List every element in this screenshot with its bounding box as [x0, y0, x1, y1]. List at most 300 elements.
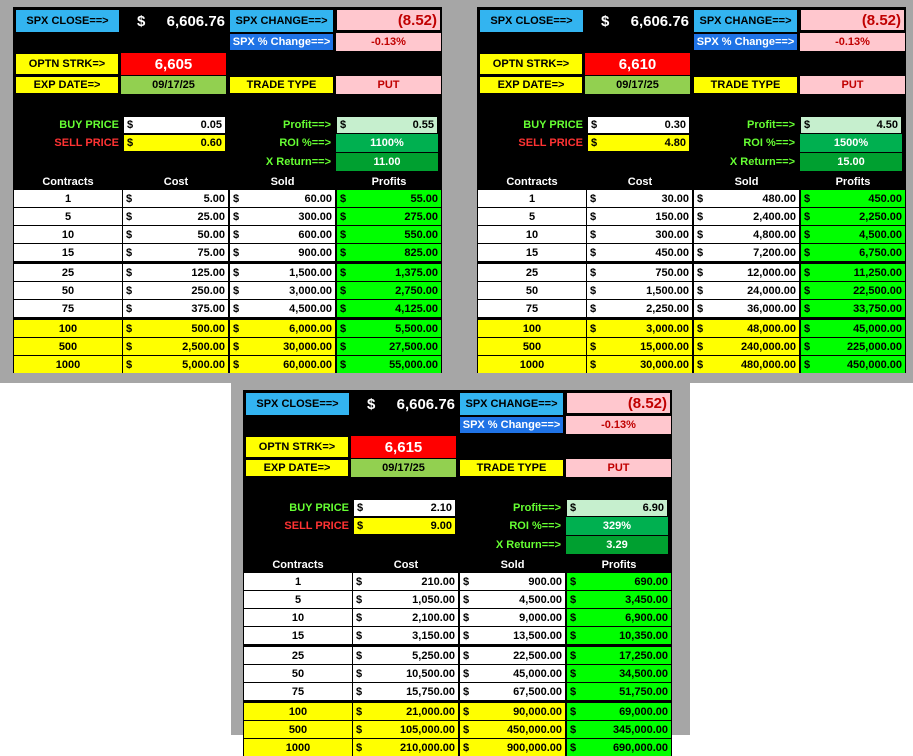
spx-change-value: (8.52) — [336, 9, 441, 31]
row-contracts: 10 — [244, 609, 352, 626]
col-header-cost: Cost — [393, 559, 419, 571]
dollar-sign: $ — [591, 119, 598, 131]
dollar-sign: $ — [804, 192, 811, 205]
dollar-sign: $ — [804, 322, 811, 335]
row-profit — [801, 300, 905, 317]
dollar-sign: $ — [137, 12, 146, 30]
row-cost — [353, 739, 458, 756]
dollar-sign: $ — [590, 340, 597, 353]
row-sold — [230, 190, 335, 207]
sell-price[interactable] — [353, 517, 456, 535]
dollar-sign: $ — [463, 685, 470, 698]
row-cost — [123, 338, 228, 355]
row-cost-value: 5,250.00 — [412, 649, 455, 662]
dollar-sign: $ — [570, 667, 577, 680]
row-contracts: 5 — [478, 208, 586, 225]
row-profit — [567, 573, 671, 590]
x-return-value: 3.29 — [566, 536, 668, 554]
row-cost-value: 5.00 — [203, 192, 225, 205]
row-cost — [353, 627, 458, 644]
spx-pct-change-value: -0.13% — [336, 33, 441, 51]
row-sold — [694, 190, 799, 207]
row-contracts: 1 — [244, 573, 352, 590]
row-profit — [337, 190, 441, 207]
sell-price-label: SELL PRICE — [54, 137, 119, 149]
strike-value[interactable]: 6,615 — [351, 436, 456, 458]
trade-type-value[interactable]: PUT — [566, 459, 671, 477]
row-contracts: 1 — [478, 190, 586, 207]
row-profit-value: 2,750.00 — [395, 284, 438, 297]
sell-price-value: 0.60 — [200, 137, 222, 149]
dollar-sign: $ — [233, 284, 240, 297]
row-cost-value: 105,000.00 — [399, 723, 455, 736]
row-profit — [567, 665, 671, 682]
dollar-sign: $ — [356, 649, 363, 662]
row-profit-value: 55.00 — [410, 192, 438, 205]
buy-price-label: BUY PRICE — [59, 119, 119, 131]
x-return-label: X Return==> — [265, 156, 331, 168]
row-sold — [230, 320, 335, 337]
buy-price-value: 0.30 — [664, 119, 686, 131]
row-contracts: 25 — [244, 647, 352, 664]
roi-label: ROI %==> — [279, 137, 331, 149]
dollar-sign: $ — [340, 266, 347, 279]
col-header-cost: Cost — [627, 176, 653, 188]
x-return-value: 15.00 — [800, 153, 902, 171]
col-header-sold: Sold — [734, 176, 759, 188]
dollar-sign: $ — [126, 302, 133, 315]
row-contracts: 10 — [478, 226, 586, 243]
row-profit — [567, 591, 671, 608]
trade-type-label: TRADE TYPE — [693, 76, 798, 94]
spx-close-label: SPX CLOSE==> — [245, 392, 350, 416]
exp-date-label: EXP DATE=> — [15, 76, 119, 94]
dollar-sign: $ — [126, 340, 133, 353]
row-profit — [567, 739, 671, 756]
row-profit — [567, 647, 671, 664]
profit-label: Profit==> — [513, 502, 561, 514]
row-profit-value: 450.00 — [868, 192, 902, 205]
optn-strk-label: OPTN STRK=> — [15, 53, 119, 75]
dollar-sign: $ — [340, 340, 347, 353]
row-sold — [460, 627, 565, 644]
row-profit-value: 225,000.00 — [846, 340, 902, 353]
dollar-sign: $ — [804, 358, 811, 371]
dollar-sign: $ — [570, 629, 577, 642]
row-profit — [337, 208, 441, 225]
row-sold-value: 2,400.00 — [753, 210, 796, 223]
row-contracts: 10 — [14, 226, 122, 243]
row-sold — [230, 226, 335, 243]
row-contracts: 50 — [244, 665, 352, 682]
row-profit-value: 4,500.00 — [859, 228, 902, 241]
dollar-sign: $ — [590, 210, 597, 223]
dollar-sign: $ — [356, 593, 363, 606]
row-cost-value: 10,500.00 — [406, 667, 455, 680]
spx-change-label: SPX CHANGE==> — [229, 9, 334, 33]
dollar-sign: $ — [590, 266, 597, 279]
row-profit — [337, 356, 441, 373]
spx-close-value: 6,606.76 — [630, 12, 689, 30]
dollar-sign: $ — [697, 284, 704, 297]
row-sold — [460, 609, 565, 626]
row-sold — [460, 573, 565, 590]
row-sold-value: 48,000.00 — [747, 322, 796, 335]
dollar-sign: $ — [126, 192, 133, 205]
row-sold-value: 30,000.00 — [283, 340, 332, 353]
row-sold — [694, 226, 799, 243]
x-return-value: 11.00 — [336, 153, 438, 171]
row-sold-value: 4,800.00 — [753, 228, 796, 241]
trade-type-value[interactable]: PUT — [336, 76, 441, 94]
sell-price-label: SELL PRICE — [284, 520, 349, 532]
row-sold — [230, 208, 335, 225]
row-sold — [460, 703, 565, 720]
row-sold-value: 240,000.00 — [740, 340, 796, 353]
row-cost-value: 50.00 — [197, 228, 225, 241]
dollar-sign: $ — [570, 575, 577, 588]
row-contracts: 75 — [244, 683, 352, 700]
row-sold-value: 7,200.00 — [753, 246, 796, 259]
row-cost — [353, 573, 458, 590]
col-header-profits: Profits — [371, 176, 407, 188]
row-sold-value: 900,000.00 — [506, 741, 562, 754]
row-cost — [587, 226, 692, 243]
row-sold — [460, 665, 565, 682]
dollar-sign: $ — [697, 246, 704, 259]
dollar-sign: $ — [356, 723, 363, 736]
row-sold — [460, 647, 565, 664]
col-header-contracts: Contracts — [506, 176, 558, 188]
row-sold-value: 4,500.00 — [289, 302, 332, 315]
dollar-sign: $ — [356, 667, 363, 680]
profit — [566, 499, 668, 517]
row-cost-value: 15,000.00 — [640, 340, 689, 353]
col-header-sold: Sold — [270, 176, 295, 188]
dollar-sign: $ — [570, 685, 577, 698]
spx-pct-change-label: SPX % Change==> — [693, 33, 798, 51]
roi-value: 1500% — [800, 134, 902, 152]
dollar-sign: $ — [590, 302, 597, 315]
dollar-sign: $ — [697, 228, 704, 241]
dollar-sign: $ — [340, 246, 347, 259]
row-profit — [801, 338, 905, 355]
row-contracts: 75 — [478, 300, 586, 317]
dollar-sign: $ — [340, 302, 347, 315]
spx-pct-change-label: SPX % Change==> — [459, 416, 564, 434]
dollar-sign: $ — [356, 685, 363, 698]
spx-close-label: SPX CLOSE==> — [479, 9, 584, 33]
row-cost-value: 3,150.00 — [412, 629, 455, 642]
dollar-sign: $ — [590, 246, 597, 259]
row-contracts: 1 — [14, 190, 122, 207]
dollar-sign: $ — [570, 741, 577, 754]
row-sold-value: 1,500.00 — [289, 266, 332, 279]
dollar-sign: $ — [570, 502, 577, 514]
dollar-sign: $ — [570, 723, 577, 736]
row-sold-value: 45,000.00 — [513, 667, 562, 680]
optn-strk-label: OPTN STRK=> — [245, 436, 349, 458]
row-profit-value: 33,750.00 — [853, 302, 902, 315]
spx-change-value: (8.52) — [800, 9, 905, 31]
buy-price-value: 2.10 — [430, 502, 452, 514]
row-cost — [353, 721, 458, 738]
dollar-sign: $ — [340, 284, 347, 297]
row-sold-value: 600.00 — [298, 228, 332, 241]
row-contracts: 1000 — [14, 356, 122, 373]
spx-close — [123, 9, 228, 33]
dollar-sign: $ — [804, 340, 811, 353]
sell-price[interactable] — [123, 134, 226, 152]
row-sold-value: 60.00 — [304, 192, 332, 205]
sell-price[interactable] — [587, 134, 690, 152]
dollar-sign: $ — [340, 228, 347, 241]
row-profit — [801, 208, 905, 225]
row-sold-value: 60,000.00 — [283, 358, 332, 371]
row-profit-value: 275.00 — [404, 210, 438, 223]
row-cost — [587, 320, 692, 337]
row-profit-value: 17,250.00 — [619, 649, 668, 662]
row-profit-value: 27,500.00 — [389, 340, 438, 353]
spx-close-label: SPX CLOSE==> — [15, 9, 120, 33]
dollar-sign: $ — [233, 340, 240, 353]
row-profit — [801, 190, 905, 207]
dollar-sign: $ — [233, 210, 240, 223]
row-profit-value: 3,450.00 — [625, 593, 668, 606]
roi-value: 1100% — [336, 134, 438, 152]
row-cost — [123, 190, 228, 207]
row-sold — [230, 300, 335, 317]
row-profit-value: 4,125.00 — [395, 302, 438, 315]
row-profit-value: 450,000.00 — [846, 358, 902, 371]
row-cost-value: 450.00 — [655, 246, 689, 259]
dollar-sign: $ — [570, 705, 577, 718]
row-sold — [460, 721, 565, 738]
dollar-sign: $ — [127, 119, 134, 131]
sell-price-label: SELL PRICE — [518, 137, 583, 149]
row-cost-value: 1,050.00 — [412, 593, 455, 606]
row-cost — [353, 665, 458, 682]
row-profit-value: 550.00 — [404, 228, 438, 241]
row-sold — [694, 208, 799, 225]
row-contracts: 25 — [14, 264, 122, 281]
dollar-sign: $ — [590, 284, 597, 297]
buy-price[interactable] — [353, 499, 456, 517]
buy-price-label: BUY PRICE — [289, 502, 349, 514]
col-header-profits: Profits — [835, 176, 871, 188]
row-cost-value: 21,000.00 — [406, 705, 455, 718]
row-sold — [694, 356, 799, 373]
dollar-sign: $ — [340, 322, 347, 335]
dollar-sign: $ — [804, 246, 811, 259]
row-cost-value: 5,000.00 — [182, 358, 225, 371]
dollar-sign: $ — [340, 358, 347, 371]
row-cost — [587, 282, 692, 299]
row-cost-value: 2,500.00 — [182, 340, 225, 353]
dollar-sign: $ — [804, 302, 811, 315]
row-cost-value: 3,000.00 — [646, 322, 689, 335]
row-profit-value: 6,900.00 — [625, 611, 668, 624]
row-profit-value: 6,750.00 — [859, 246, 902, 259]
exp-date-label: EXP DATE=> — [245, 459, 349, 477]
spx-change-label: SPX CHANGE==> — [459, 392, 564, 416]
dollar-sign: $ — [463, 629, 470, 642]
buy-price[interactable] — [587, 116, 690, 134]
row-sold-value: 900.00 — [298, 246, 332, 259]
strike-value[interactable]: 6,605 — [121, 53, 226, 75]
row-contracts: 100 — [478, 320, 586, 337]
row-contracts: 5 — [244, 591, 352, 608]
row-profit — [801, 320, 905, 337]
row-cost-value: 30,000.00 — [640, 358, 689, 371]
row-cost-value: 15,750.00 — [406, 685, 455, 698]
row-profit — [801, 282, 905, 299]
row-profit — [337, 282, 441, 299]
row-cost — [587, 264, 692, 281]
exp-date-value[interactable]: 09/17/25 — [121, 76, 226, 94]
spx-pct-change-label: SPX % Change==> — [229, 33, 334, 51]
profit-value: 4.50 — [876, 119, 898, 131]
row-cost-value: 125.00 — [191, 266, 225, 279]
dollar-sign: $ — [356, 575, 363, 588]
row-sold-value: 22,500.00 — [513, 649, 562, 662]
row-sold-value: 36,000.00 — [747, 302, 796, 315]
row-sold — [230, 338, 335, 355]
row-sold-value: 9,000.00 — [519, 611, 562, 624]
exp-date-value[interactable]: 09/17/25 — [351, 459, 456, 477]
dollar-sign: $ — [126, 322, 133, 335]
row-cost — [587, 300, 692, 317]
row-sold — [460, 591, 565, 608]
row-contracts: 15 — [14, 244, 122, 261]
dollar-sign: $ — [233, 322, 240, 335]
row-profit — [337, 320, 441, 337]
row-profit-value: 69,000.00 — [619, 705, 668, 718]
row-cost — [353, 683, 458, 700]
profit-value: 6.90 — [642, 502, 664, 514]
row-cost-value: 210.00 — [421, 575, 455, 588]
option-sheet-2 — [477, 7, 906, 373]
row-contracts: 1000 — [244, 739, 352, 756]
row-sold — [460, 739, 565, 756]
dollar-sign: $ — [233, 192, 240, 205]
row-contracts: 5 — [14, 208, 122, 225]
row-cost — [587, 338, 692, 355]
row-sold-value: 24,000.00 — [747, 284, 796, 297]
dollar-sign: $ — [463, 705, 470, 718]
dollar-sign: $ — [126, 284, 133, 297]
row-cost — [123, 264, 228, 281]
row-cost — [123, 226, 228, 243]
strike-value[interactable]: 6,610 — [585, 53, 690, 75]
exp-date-label: EXP DATE=> — [479, 76, 583, 94]
row-cost — [123, 244, 228, 261]
row-sold — [230, 264, 335, 281]
row-profit — [801, 356, 905, 373]
dollar-sign: $ — [697, 210, 704, 223]
row-cost-value: 1,500.00 — [646, 284, 689, 297]
row-contracts: 25 — [478, 264, 586, 281]
dollar-sign: $ — [463, 575, 470, 588]
row-cost-value: 750.00 — [655, 266, 689, 279]
row-sold-value: 3,000.00 — [289, 284, 332, 297]
row-contracts: 500 — [14, 338, 122, 355]
roi-label: ROI %==> — [509, 520, 561, 532]
row-sold — [694, 300, 799, 317]
row-cost-value: 500.00 — [191, 322, 225, 335]
row-cost — [123, 356, 228, 373]
dollar-sign: $ — [356, 705, 363, 718]
x-return-label: X Return==> — [495, 539, 561, 551]
dollar-sign: $ — [233, 302, 240, 315]
dollar-sign: $ — [340, 192, 347, 205]
row-contracts: 50 — [14, 282, 122, 299]
dollar-sign: $ — [804, 284, 811, 297]
row-profit-value: 690,000.00 — [612, 741, 668, 754]
row-contracts: 1000 — [478, 356, 586, 373]
row-cost-value: 2,250.00 — [646, 302, 689, 315]
dollar-sign: $ — [697, 340, 704, 353]
spx-change-value: (8.52) — [566, 392, 671, 414]
dollar-sign: $ — [463, 593, 470, 606]
trade-type-label: TRADE TYPE — [229, 76, 334, 94]
row-cost-value: 210,000.00 — [399, 741, 455, 754]
row-profit-value: 55,000.00 — [389, 358, 438, 371]
row-profit-value: 690.00 — [634, 575, 668, 588]
row-cost — [587, 190, 692, 207]
profit — [336, 116, 438, 134]
row-sold — [694, 338, 799, 355]
row-profit-value: 22,500.00 — [853, 284, 902, 297]
row-contracts: 50 — [478, 282, 586, 299]
row-cost-value: 25.00 — [197, 210, 225, 223]
row-sold-value: 480,000.00 — [740, 358, 796, 371]
sell-price-value: 4.80 — [664, 137, 686, 149]
row-profit — [567, 721, 671, 738]
row-cost-value: 250.00 — [191, 284, 225, 297]
dollar-sign: $ — [570, 649, 577, 662]
dollar-sign: $ — [367, 395, 376, 413]
dollar-sign: $ — [463, 741, 470, 754]
dollar-sign: $ — [697, 266, 704, 279]
row-sold-value: 900.00 — [528, 575, 562, 588]
dollar-sign: $ — [590, 192, 597, 205]
trade-type-label: TRADE TYPE — [459, 459, 564, 477]
spx-close — [587, 9, 692, 33]
trade-type-value[interactable]: PUT — [800, 76, 905, 94]
row-sold-value: 67,500.00 — [513, 685, 562, 698]
buy-price[interactable] — [123, 116, 226, 134]
spx-close-value: 6,606.76 — [396, 395, 455, 413]
row-profit-value: 51,750.00 — [619, 685, 668, 698]
row-sold — [230, 282, 335, 299]
dollar-sign: $ — [463, 723, 470, 736]
row-profit — [801, 226, 905, 243]
dollar-sign: $ — [356, 611, 363, 624]
row-cost-value: 75.00 — [197, 246, 225, 259]
dollar-sign: $ — [804, 210, 811, 223]
row-sold — [694, 320, 799, 337]
row-profit — [567, 683, 671, 700]
dollar-sign: $ — [126, 228, 133, 241]
exp-date-value[interactable]: 09/17/25 — [585, 76, 690, 94]
row-cost — [587, 208, 692, 225]
row-sold-value: 480.00 — [762, 192, 796, 205]
row-profit-value: 10,350.00 — [619, 629, 668, 642]
row-sold-value: 4,500.00 — [519, 593, 562, 606]
dollar-sign: $ — [126, 358, 133, 371]
row-profit-value: 345,000.00 — [612, 723, 668, 736]
